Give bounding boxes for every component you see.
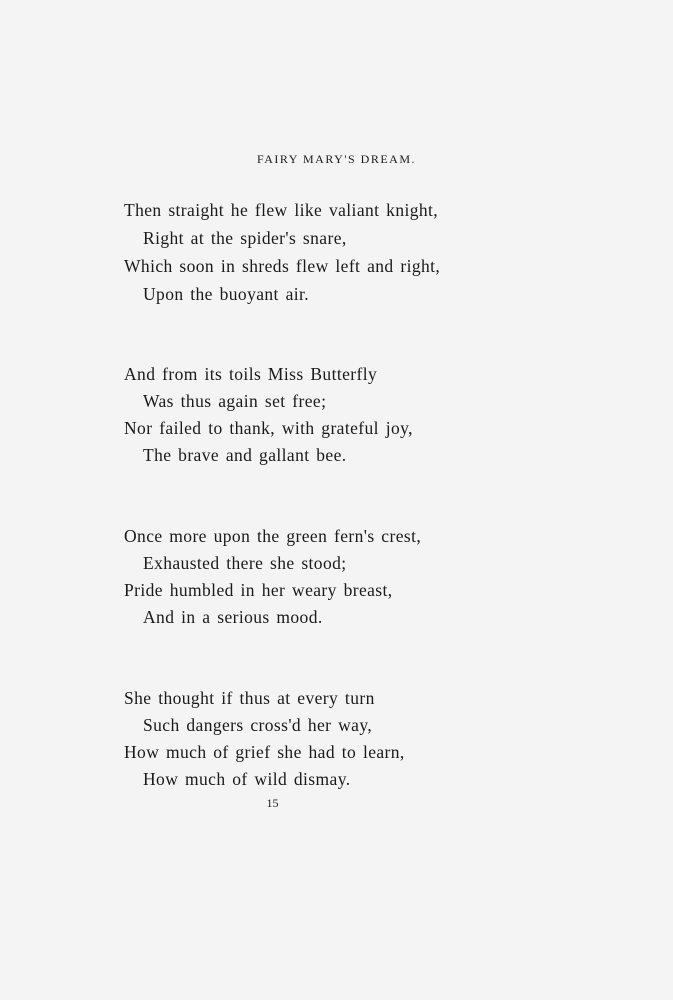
verse-line: Once more upon the green fern's crest, <box>124 526 422 546</box>
verse-line: Which soon in shreds flew left and right, <box>124 256 441 276</box>
verse-line: Upon the buoyant air. <box>143 284 310 304</box>
running-head: FAIRY MARY'S DREAM. <box>256 152 417 166</box>
verse-line: Exhausted there she stood; <box>143 553 347 573</box>
page-number: 15 <box>266 796 279 810</box>
verse-line: Nor failed to thank, with grateful joy, <box>124 418 413 438</box>
verse-line: Right at the spider's snare, <box>143 228 347 248</box>
verse-line: Was thus again set free; <box>143 391 327 411</box>
verse-line: How much of grief she had to learn, <box>124 742 405 762</box>
verse-line: Then straight he flew like valiant knight, <box>124 200 439 220</box>
verse-line: And from its toils Miss Butterfly <box>124 364 378 384</box>
verse-line: And in a serious mood. <box>143 607 323 627</box>
verse-line: She thought if thus at every turn <box>124 688 375 708</box>
verse-line: How much of wild dismay. <box>143 769 351 789</box>
verse-line: Such dangers cross'd her way, <box>143 715 373 735</box>
verse-line: Pride humbled in her weary breast, <box>124 580 393 600</box>
verse-line: The brave and gallant bee. <box>143 445 347 465</box>
